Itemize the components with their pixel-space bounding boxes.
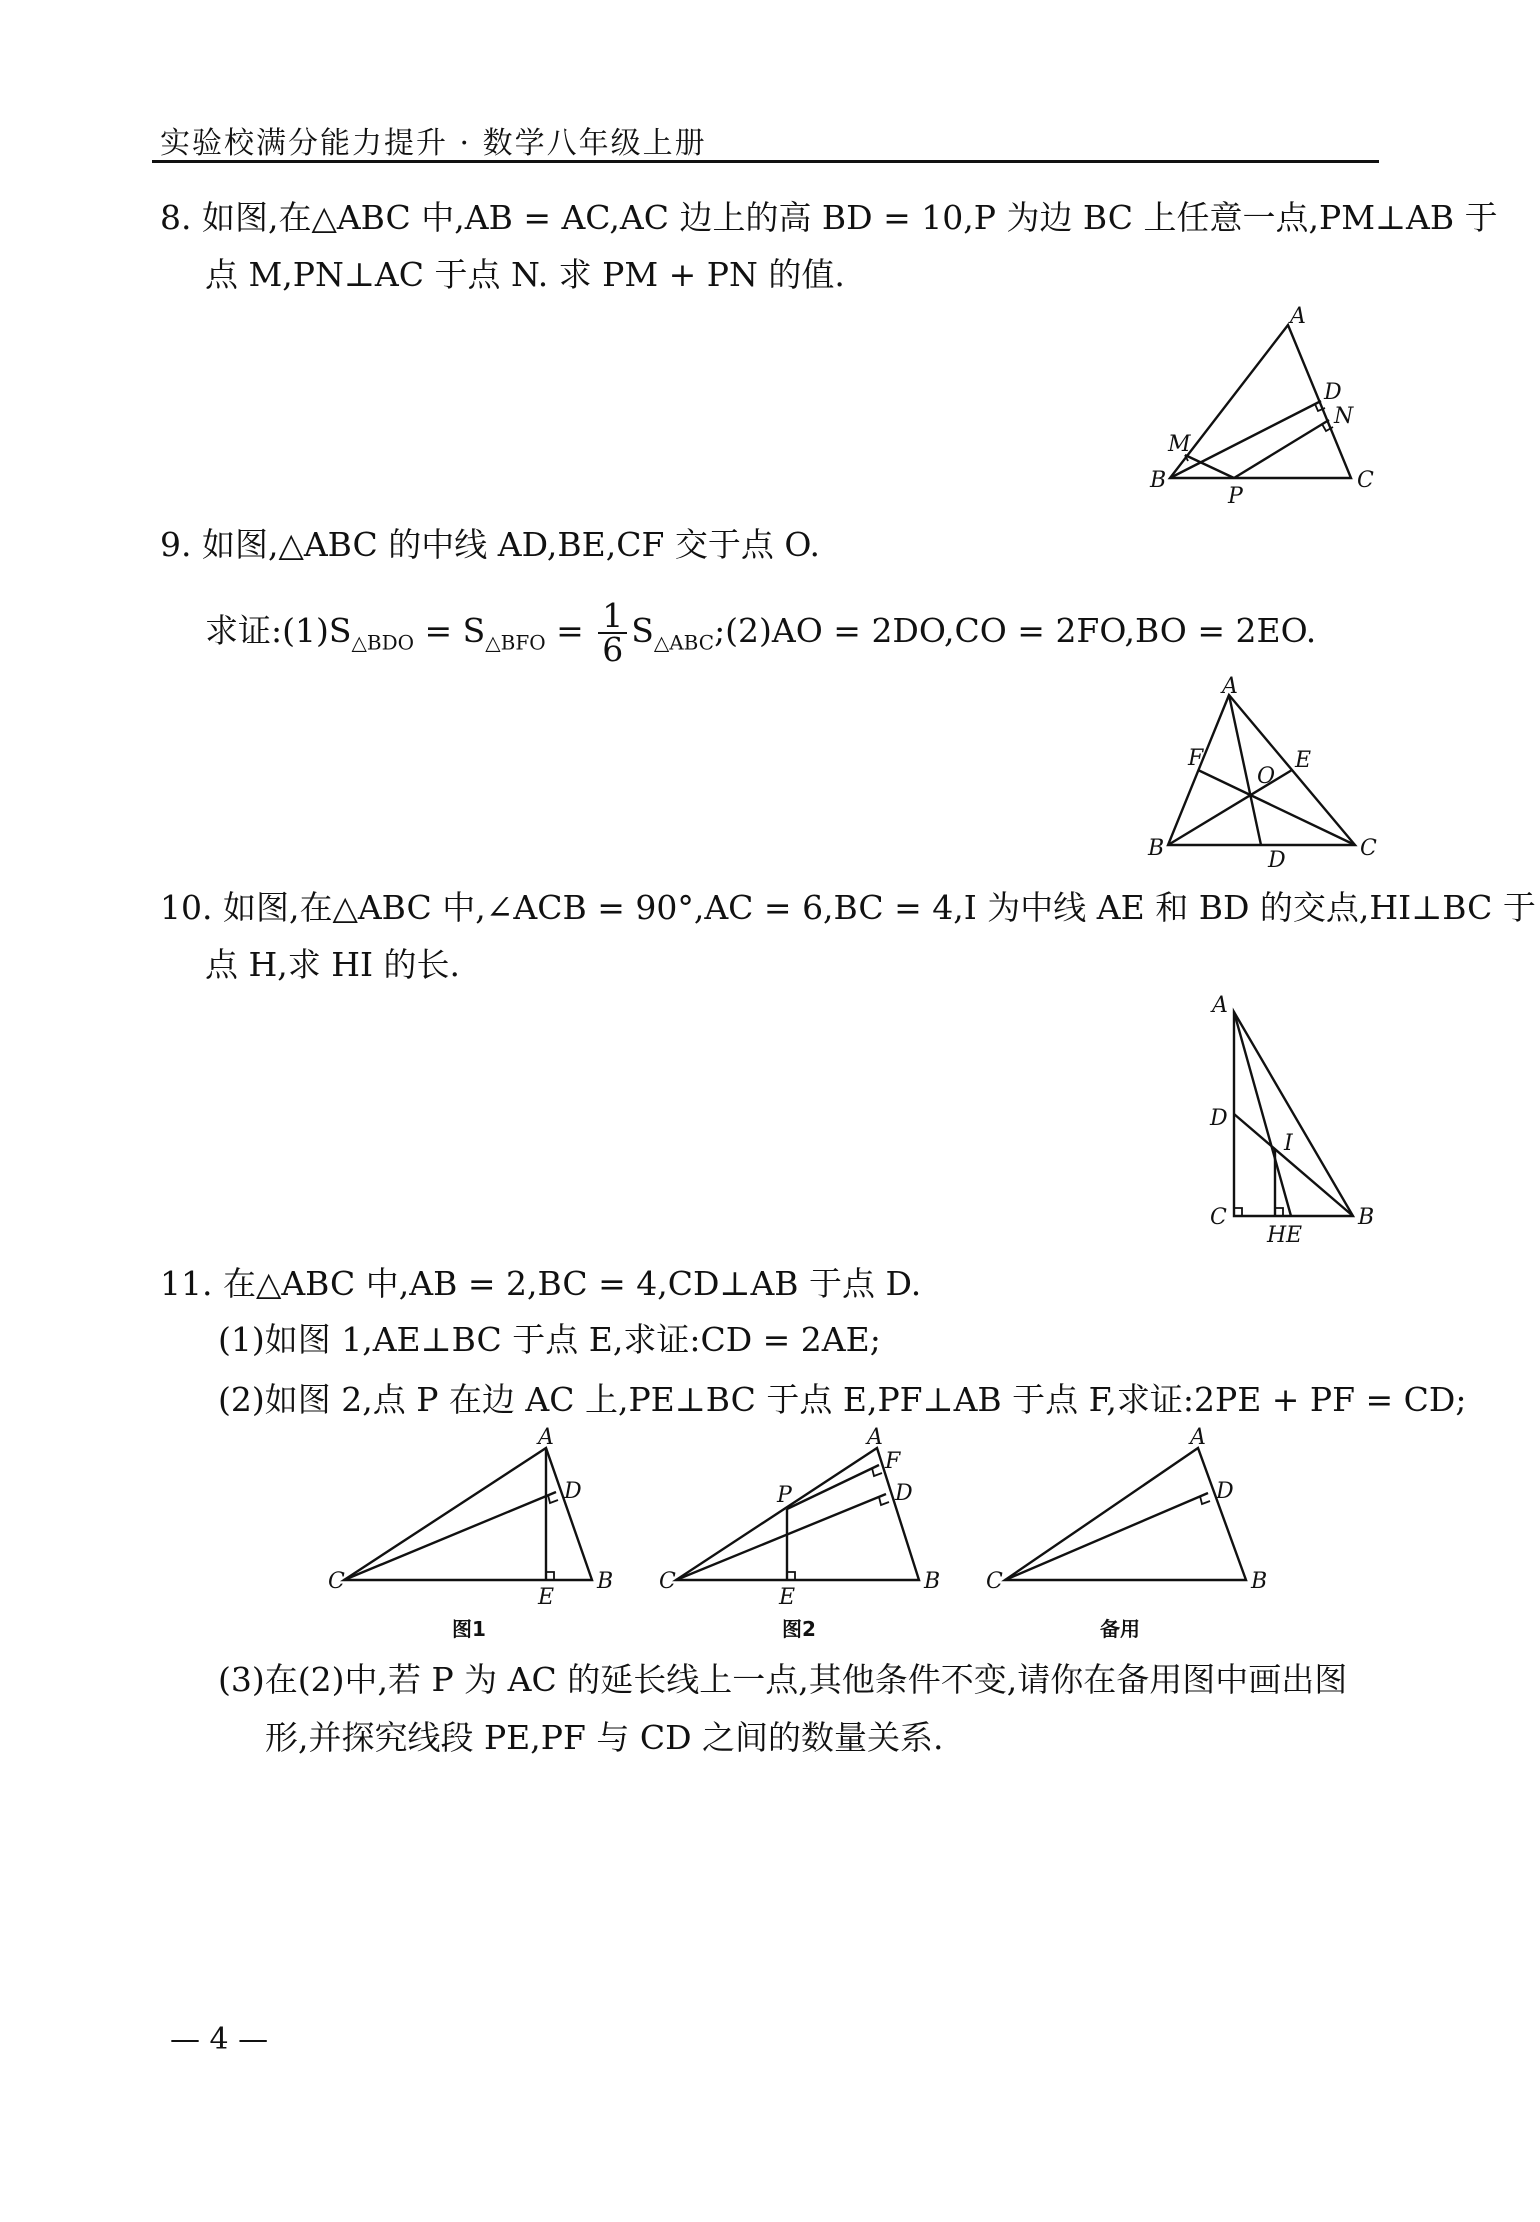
q9-subscript-bdo: △BDO	[351, 630, 414, 655]
q11-part3-line1: (3)在(2)中,若 P 为 AC 的延长线上一点,其他条件不变,请你在备用图中画出图	[218, 1660, 1348, 1699]
q11-fig1-caption: 图1	[452, 1617, 486, 1641]
page-number: — 4 —	[170, 2022, 269, 2057]
q9-proof-rest: ;(2)AO = 2DO,CO = 2FO,BO = 2EO.	[714, 611, 1317, 650]
q10-median-ae	[1234, 1012, 1291, 1216]
q11-fig1-right-angle-d	[548, 1495, 558, 1503]
q11-fig3-triangle	[1005, 1448, 1246, 1580]
q11-fig1-label-d: D	[564, 1479, 582, 1504]
q11-figure-2	[655, 1425, 955, 1641]
q9-label-a: A	[1222, 674, 1238, 699]
q10-triangle-figure	[1190, 990, 1390, 1250]
q8-segment-pn	[1234, 420, 1329, 478]
q11-text-line1: 11. 在△ABC 中,AB = 2,BC = 4,CD⊥AB 于点 D.	[160, 1264, 922, 1303]
q8-label-d: D	[1324, 380, 1342, 405]
q11-fig2-label-f: F	[885, 1449, 901, 1474]
q9-triangle-figure	[1150, 675, 1390, 875]
q11-figure-backup	[980, 1425, 1280, 1641]
q9-proof-prefix: 求证:(1)S	[205, 611, 352, 650]
header-rule	[152, 160, 1379, 163]
q8-text-line1: 8. 如图,在△ABC 中,AB = AC,AC 边上的高 BD = 10,P 为边 BC 上任意一点,PM⊥AB 于	[160, 198, 1498, 237]
q10-triangle-abc	[1234, 1012, 1353, 1216]
q9-subscript-bfo: △BFO	[485, 630, 546, 655]
q11-fig2-label-e: E	[779, 1585, 796, 1610]
q10-text-line1: 10. 如图,在△ABC 中,∠ACB = 90°,AC = 6,BC = 4,I 为中线 AE 和 BD 的交点,HI⊥BC 于	[160, 888, 1536, 927]
q11-fig1-label-a: A	[538, 1425, 554, 1450]
q11-part3-line2: 形,并探究线段 PE,PF 与 CD 之间的数量关系.	[265, 1718, 944, 1757]
q8-label-a: A	[1290, 304, 1306, 329]
q9-eq1: = S	[414, 611, 486, 650]
q10-label-b: B	[1358, 1205, 1375, 1230]
q11-fig3-segment-cd	[1005, 1493, 1208, 1580]
q11-fig2-label-a: A	[867, 1425, 883, 1450]
page-header-title: 实验校满分能力提升 · 数学八年级上册	[160, 126, 707, 161]
q9-fraction-numerator: 1	[598, 600, 627, 634]
q11-fig3-label-d: D	[1216, 1479, 1234, 1504]
q11-fig2-triangle	[676, 1448, 919, 1580]
q10-label-d: D	[1210, 1106, 1228, 1131]
q9-label-c: C	[1360, 836, 1377, 861]
q9-fraction-denominator: 6	[602, 630, 624, 669]
q11-fig3-caption: 备用	[1100, 1617, 1140, 1641]
q11-fig3-label-b: B	[1251, 1569, 1268, 1594]
q11-fig1-segment-cd	[344, 1492, 556, 1580]
q9-label-b: B	[1148, 836, 1165, 861]
q11-figure-1	[320, 1425, 640, 1641]
q8-label-c: C	[1357, 468, 1374, 493]
q9-label-e: E	[1295, 748, 1312, 773]
q11-fig1-label-b: B	[597, 1569, 614, 1594]
q8-label-p: P	[1228, 484, 1243, 509]
q11-fig1-label-c: C	[328, 1569, 345, 1594]
q10-label-e: E	[1286, 1223, 1303, 1248]
q9-median-cf	[1198, 770, 1355, 845]
q11-fig2-label-p: P	[777, 1483, 792, 1508]
q11-fig2-label-b: B	[924, 1569, 941, 1594]
q9-label-d: D	[1268, 848, 1286, 873]
q8-triangle-figure	[1150, 304, 1390, 509]
q10-median-bd	[1234, 1114, 1353, 1216]
q9-s-prefix: S	[631, 611, 654, 650]
q11-fig3-right-angle-d	[1200, 1496, 1210, 1504]
q10-label-i: I	[1284, 1131, 1293, 1156]
q11-fig2-right-angle-f	[872, 1468, 882, 1476]
q11-fig1-label-e: E	[538, 1585, 555, 1610]
q8-label-m: M	[1168, 432, 1191, 457]
q11-fig2-caption: 图2	[782, 1617, 816, 1641]
q9-text-line1: 9. 如图,△ABC 的中线 AD,BE,CF 交于点 O.	[160, 525, 820, 564]
q9-label-o: O	[1257, 764, 1276, 789]
q8-label-n: N	[1334, 404, 1354, 429]
q10-label-h: H	[1267, 1223, 1287, 1248]
q11-part2: (2)如图 2,点 P 在边 AC 上,PE⊥BC 于点 E,PF⊥AB 于点 F,求证:2PE + PF = CD;	[218, 1380, 1467, 1419]
q9-subscript-abc: △ABC	[653, 630, 715, 655]
q11-fig2-label-c: C	[659, 1569, 676, 1594]
q9-proof-line	[205, 596, 1317, 669]
q11-fig2-label-d: D	[895, 1481, 913, 1506]
q8-text-line2: 点 M,PN⊥AC 于点 N. 求 PM + PN 的值.	[205, 255, 845, 294]
q10-label-a: A	[1212, 993, 1228, 1018]
q11-fig3-label-a: A	[1190, 1425, 1206, 1450]
q10-text-line2: 点 H,求 HI 的长.	[205, 945, 461, 984]
q9-label-f: F	[1188, 746, 1204, 771]
q9-eq2: =	[545, 611, 595, 650]
q11-fig3-label-c: C	[986, 1569, 1003, 1594]
q11-part1: (1)如图 1,AE⊥BC 于点 E,求证:CD = 2AE;	[218, 1320, 881, 1359]
q10-label-c: C	[1210, 1205, 1227, 1230]
q9-fraction	[598, 596, 627, 669]
q8-label-b: B	[1150, 468, 1167, 493]
q11-fig2-right-angle-d	[879, 1497, 889, 1505]
q11-fig1-triangle	[344, 1448, 592, 1580]
